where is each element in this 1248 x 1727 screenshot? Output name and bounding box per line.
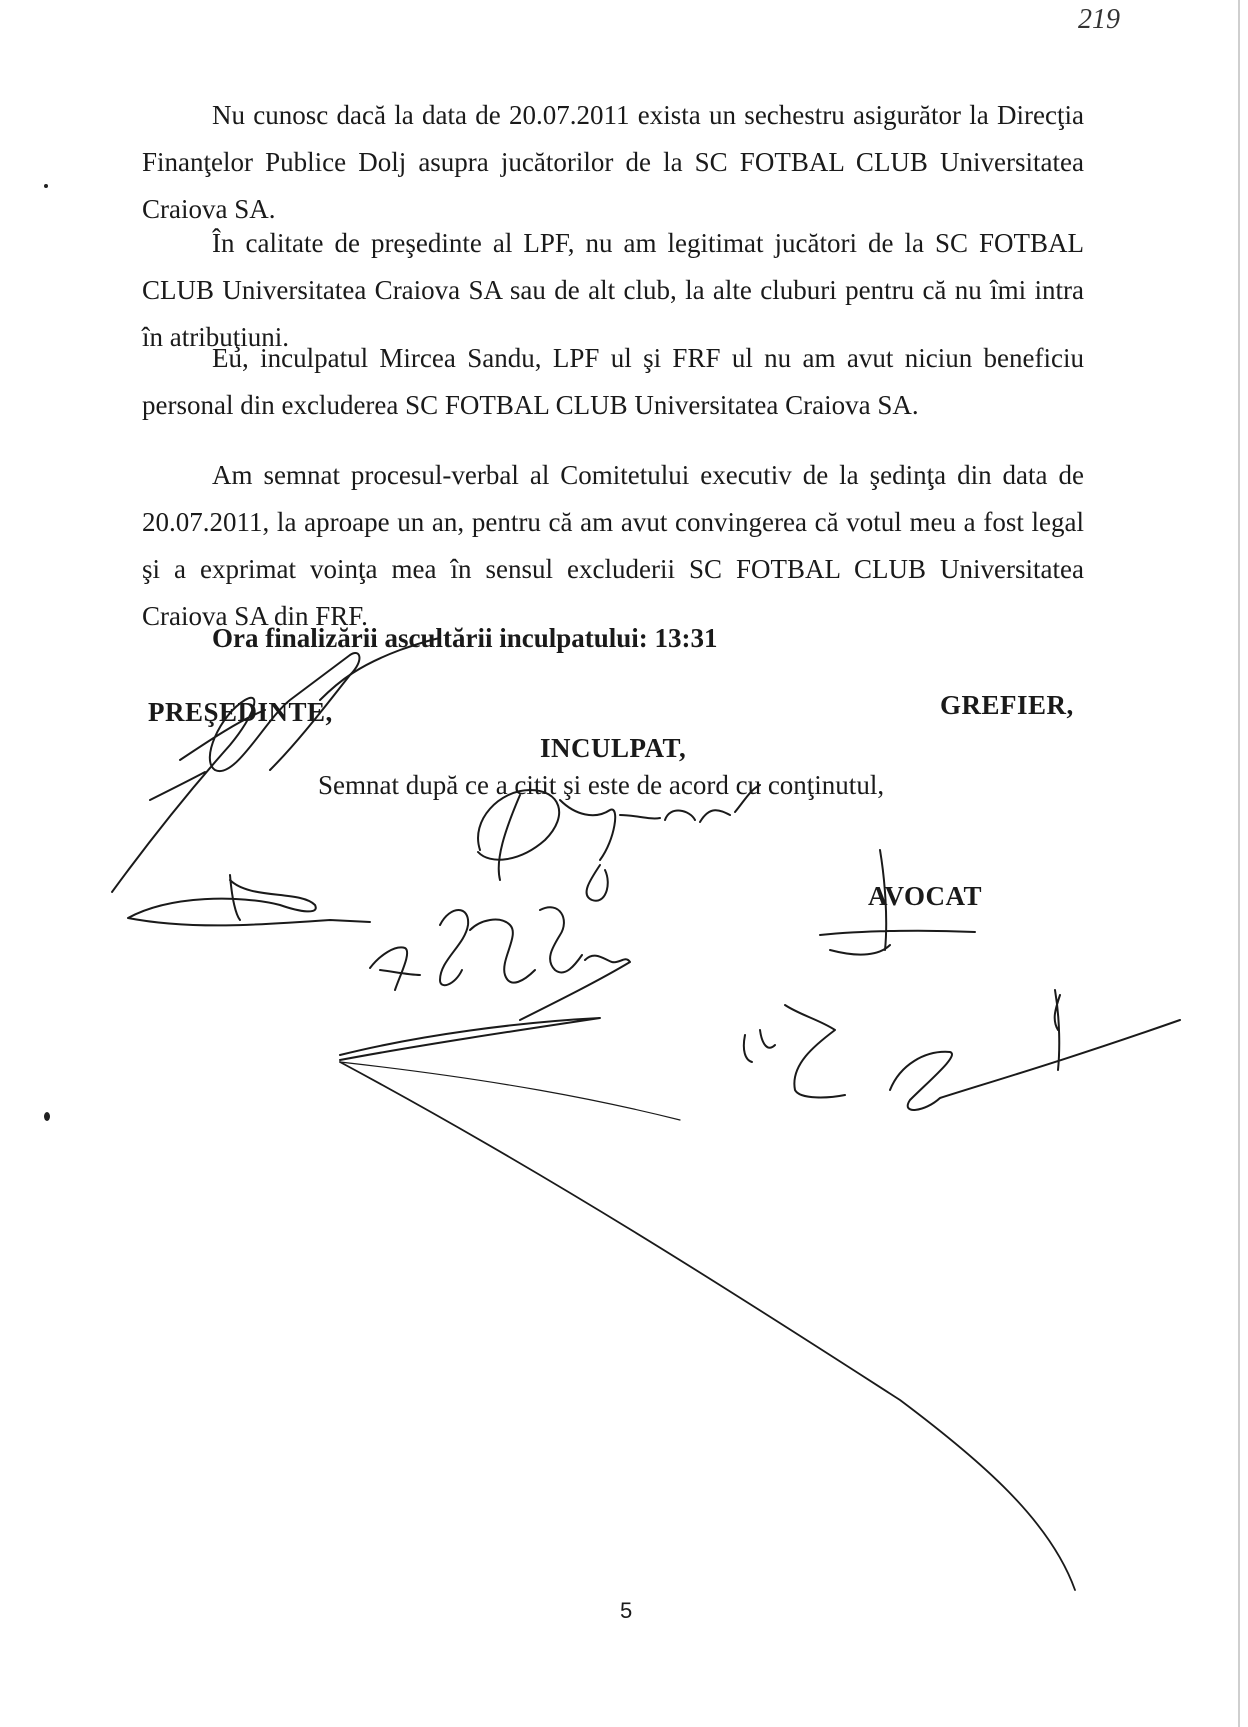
lawyer-mark <box>820 850 975 955</box>
page-number: 5 <box>620 1598 633 1623</box>
paragraph-3: Eu, inculpatul Mircea Sandu, LPF ul şi FRF ul nu am avut niciun beneficiu personal din excluderea SC FOTBAL CLUB Universitatea Craiova SA. <box>142 343 1084 420</box>
folio-mark: 219 <box>1078 4 1120 35</box>
defendant-signature <box>478 785 760 880</box>
president-signature <box>112 653 359 892</box>
end-time-line: Ora finalizării ascultării inculpatului: 13:31 <box>212 623 718 653</box>
paragraph-4: Am semnat procesul-verbal al Comitetului executiv de la şedinţa din data de 20.07.2011, la aproape un an, pentru că am avut convingerea că votul meu a fost legal şi a exprimat voinţa mea în sensul excluderii SC FOTBAL CLUB Universitatea Craiova SA din FRF. <box>142 460 1084 631</box>
paragraph-2: În calitate de preşedinte al LPF, nu am legitimat jucători de la SC FOTBAL CLUB Universitatea Craiova SA sau de alt club, la alte cluburi pentru că nu îmi intra în atribuţiuni. <box>142 228 1084 352</box>
defendant-label: INCULPAT, <box>540 733 687 763</box>
signed-note: Semnat după ce a citit şi este de acord cu conţinutul, <box>318 770 885 800</box>
clerk-label: GREFIER, <box>940 690 1074 720</box>
paragraph-1: Nu cunosc dacă la data de 20.07.2011 exista un sechestru asigurător la Direcţia Finanţelor Publice Dolj asupra jucătorilor de la SC FOTBAL CLUB Universitatea Craiova SA. <box>142 100 1084 224</box>
president-label: PREŞEDINTE, <box>148 697 333 727</box>
lawyer-label: AVOCAT <box>868 881 982 911</box>
lawyer-signature <box>370 907 630 1020</box>
right-signature <box>744 990 1180 1110</box>
left-lower-signature <box>128 875 370 925</box>
diagonal-strike-line <box>340 1062 1075 1590</box>
